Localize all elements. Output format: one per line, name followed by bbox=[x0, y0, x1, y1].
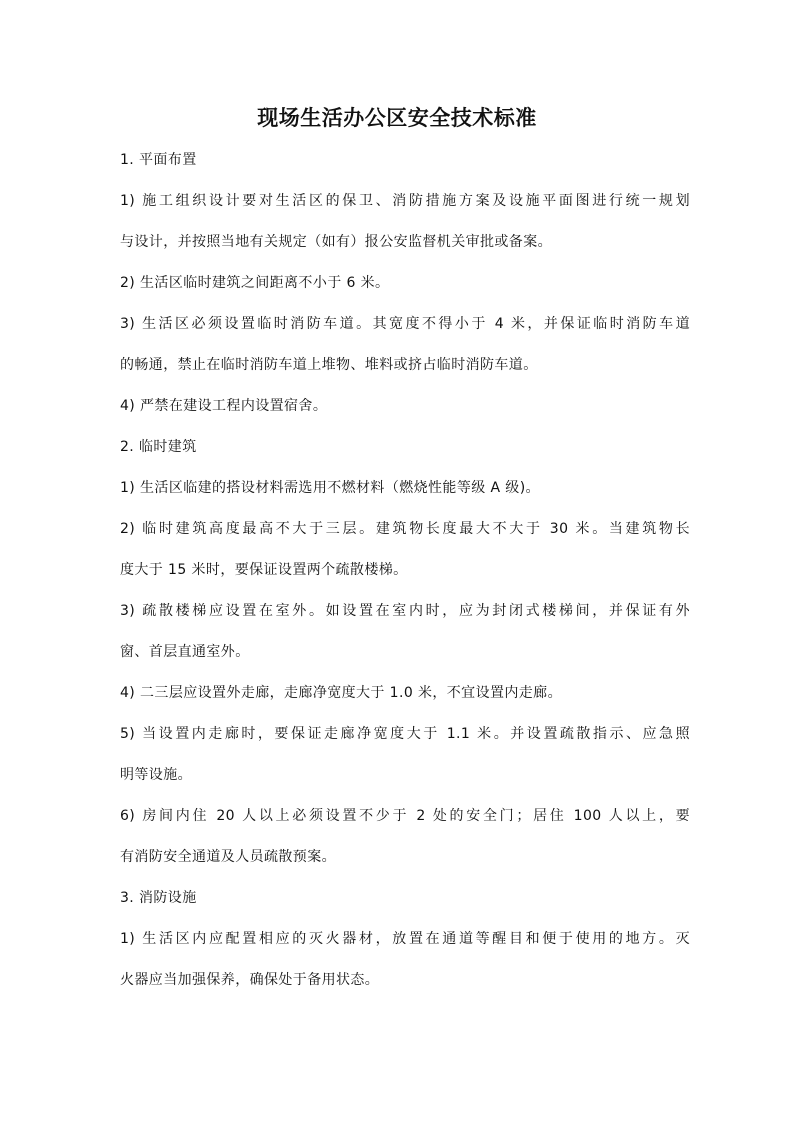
section-heading-layout: 1. 平面布置 bbox=[120, 152, 197, 168]
document-title: 现场生活办公区安全技术标准 bbox=[257, 105, 537, 130]
paragraph-line: 6) 房间内住 20 人以上必须设置不少于 2 处的安全门；居住 100 人以上，要 bbox=[120, 808, 690, 824]
paragraph-line: 3) 生活区必须设置临时消防车道。其宽度不得小于 4 米，并保证临时消防车道 bbox=[120, 316, 690, 332]
paragraph-line: 与设计，并按照当地有关规定（如有）报公安监督机关审批或备案。 bbox=[120, 234, 552, 250]
section-heading-temporary-buildings: 2. 临时建筑 bbox=[120, 439, 197, 455]
paragraph-line: 明等设施。 bbox=[120, 767, 192, 783]
paragraph-line: 5) 当设置内走廊时，要保证走廊净宽度大于 1.1 米。并设置疏散指示、应急照 bbox=[120, 726, 690, 742]
paragraph-line: 4) 严禁在建设工程内设置宿舍。 bbox=[120, 398, 328, 414]
paragraph-line: 1) 生活区临建的搭设材料需选用不燃材料（燃烧性能等级 A 级)。 bbox=[120, 480, 540, 496]
paragraph-line: 3) 疏散楼梯应设置在室外。如设置在室内时，应为封闭式楼梯间，并保证有外 bbox=[120, 603, 690, 619]
paragraph-line: 的畅通，禁止在临时消防车道上堆物、堆料或挤占临时消防车道。 bbox=[120, 357, 538, 373]
paragraph-line: 火器应当加强保养，确保处于备用状态。 bbox=[120, 972, 380, 988]
paragraph-line: 2) 临时建筑高度最高不大于三层。建筑物长度最大不大于 30 米。当建筑物长 bbox=[120, 521, 690, 537]
paragraph-line: 4) 二三层应设置外走廊，走廊净宽度大于 1.0 米，不宜设置内走廊。 bbox=[120, 685, 562, 701]
paragraph-line: 度大于 15 米时，要保证设置两个疏散楼梯。 bbox=[120, 562, 408, 578]
section-heading-fire-facilities: 3. 消防设施 bbox=[120, 890, 197, 906]
paragraph-line: 2) 生活区临时建筑之间距离不小于 6 米。 bbox=[120, 275, 390, 291]
paragraph-line: 1) 生活区内应配置相应的灭火器材，放置在通道等醒目和便于使用的地方。灭 bbox=[120, 931, 690, 947]
paragraph-line: 窗、首层直通室外。 bbox=[120, 644, 250, 660]
paragraph-line: 1) 施工组织设计要对生活区的保卫、消防措施方案及设施平面图进行统一规划 bbox=[120, 193, 690, 209]
paragraph-line: 有消防安全通道及人员疏散预案。 bbox=[120, 849, 336, 865]
